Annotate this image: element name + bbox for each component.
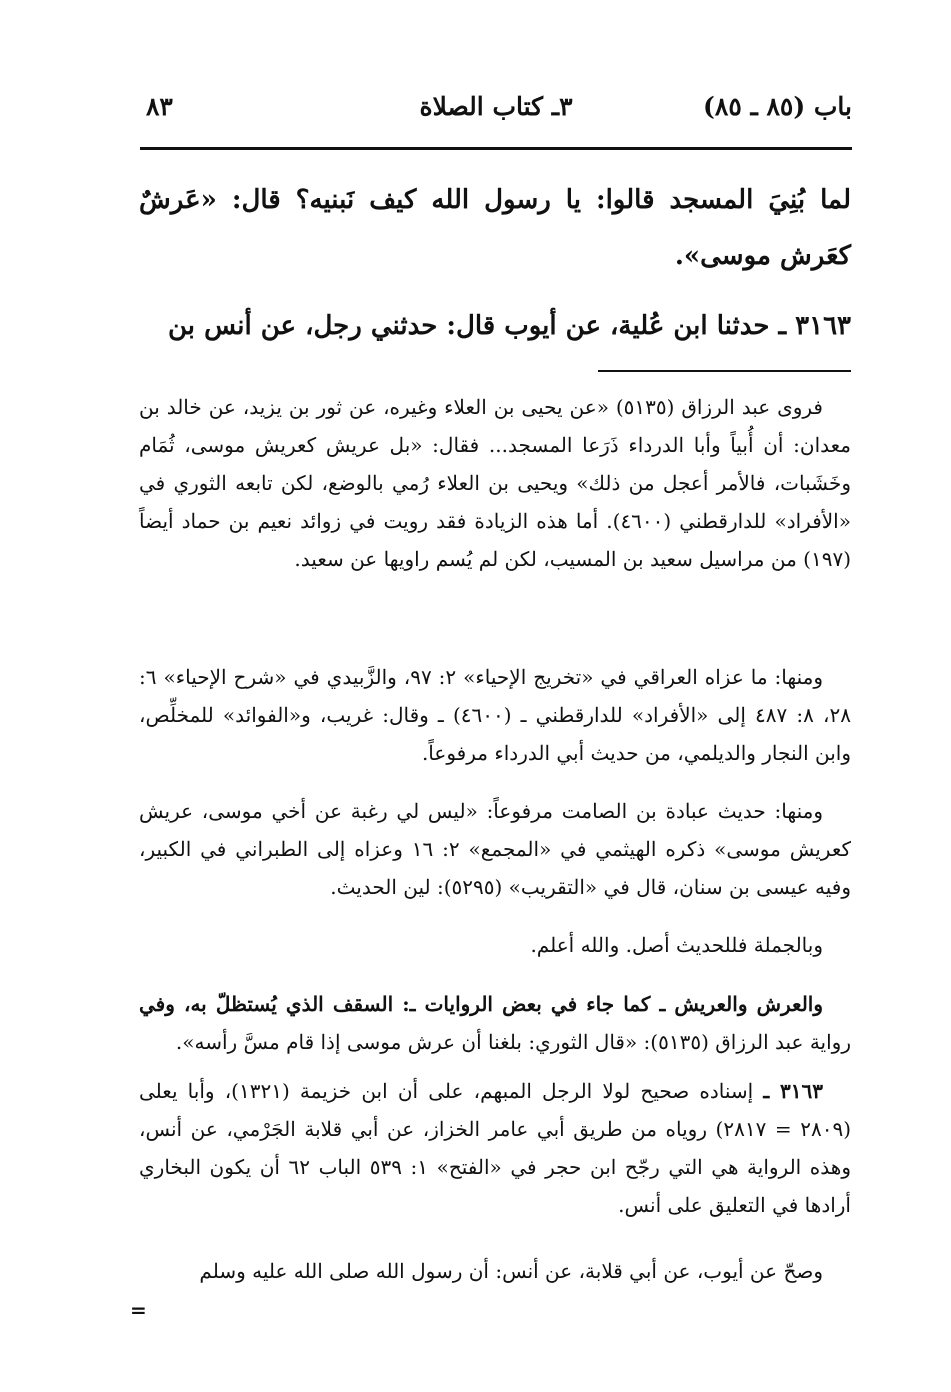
footnote-block bbox=[139, 1072, 851, 1224]
footnote-block bbox=[139, 926, 851, 964]
footnote-paragraph bbox=[139, 1072, 851, 1224]
footnote-paragraph: وبالجملة فللحديث أصل. والله أعلم. bbox=[530, 933, 823, 957]
footnote-divider bbox=[598, 370, 851, 372]
page-number: ٨٣ bbox=[146, 92, 173, 121]
main-text-paragraph: لما بُنِيَ المسجد قالوا: يا رسول الله كيف نَبنيه؟ قال: «عَرشٌ كعَرش موسى». bbox=[139, 185, 851, 271]
footnote-paragraph bbox=[139, 985, 851, 1061]
footnote-paragraph: فروى عبد الرزاق (٥١٣٥) «عن يحيى بن العلاء وغيره، عن ثور بن يزيد، عن خالد بن معدان: أن أُبياً وأبا الدرداء ذَرَعا المسجد... فقال: «بل عريش كعريش موسى، ثُمَام وخَشَبات، فالأمر أعجل من ذلك» ويحيى بن العلاء رُمي بالوضع، لكن تابعه الثوري في «الأفراد» للدارقطني (٤٦٠٠). أما هذه الزيادة فقد رويت في زوائد نعيم بن حماد أيضاً (١٩٧) من مراسيل سعيد بن المسيب، لكن لم يُسم راويها عن سعيد. bbox=[139, 395, 851, 571]
continuation-mark: = bbox=[130, 1298, 147, 1322]
footnote-text: رواية عبد الرزاق (٥١٣٥): «قال الثوري: بلغنا أن عرش موسى إذا قام مسَّ رأسه». bbox=[175, 1030, 851, 1054]
page-header bbox=[140, 92, 852, 136]
footnote-block bbox=[139, 1252, 851, 1290]
footnote-block bbox=[139, 658, 851, 772]
footnote-bold-lead: والعرش والعريش ـ كما جاء في بعض الروايات ـ: السقف الذي يُستظلّ به، وفي bbox=[139, 992, 823, 1016]
footnote-text: إسناده صحيح لولا الرجل المبهم، على أن ابن خزيمة (١٣٢١)، وأبا يعلى (٢٨٠٩ = ٢٨١٧) روياه من طريق أبي عامر الخزاز، عن أبي قلابة الجَرْمي، عن أنس، وهذه الرواية هي التي رجّح ابن حجر في «الفتح» ١: ٥٣٩ الباب ٦٢ أن يكون البخاري أرادها في التعليق على أنس. bbox=[139, 1079, 851, 1217]
hadith-3163: ٣١٦٣ ـ حدثنا ابن عُلية، عن أيوب قال: حدثني رجل، عن أنس بن bbox=[167, 311, 851, 341]
footnote-block bbox=[139, 985, 851, 1061]
footnote-paragraph: وصحّ عن أيوب، عن أبي قلابة، عن أنس: أن رسول الله صلى الله عليه وسلم bbox=[199, 1259, 823, 1283]
header-divider bbox=[140, 147, 852, 150]
chapter-title: باب (٨٥ ـ ٨٥) bbox=[703, 92, 852, 121]
footnote-block bbox=[139, 792, 851, 906]
book-title: ٣ـ كتاب الصلاة bbox=[419, 92, 573, 121]
footnote-paragraph: ومنها: ما عزاه العراقي في «تخريج الإحياء» ٢: ٩٧، والزَّبيدي في «شرح الإحياء» ٦: ٢٨، ٨: ٤٨٧ إلى «الأفراد» للدارقطني ـ (٤٦٠٠) ـ وقال: غريب، و«الفوائد» للمخلِّص، وابن النجار والديلمي، من حديث أبي الدرداء مرفوعاً. bbox=[139, 665, 851, 765]
footnote-paragraph: ومنها: حديث عبادة بن الصامت مرفوعاً: «ليس لي رغبة عن أخي موسى، عريش كعريش موسى» ذكره الهيثمي في «المجمع» ٢: ١٦ وعزاه إلى الطبراني في الكبير، وفيه عيسى بن سنان، قال في «التقريب» (٥٢٩٥): لين الحديث. bbox=[139, 799, 851, 899]
footnote-block bbox=[139, 388, 851, 578]
footnote-number: ٣١٦٣ ـ bbox=[763, 1079, 824, 1103]
